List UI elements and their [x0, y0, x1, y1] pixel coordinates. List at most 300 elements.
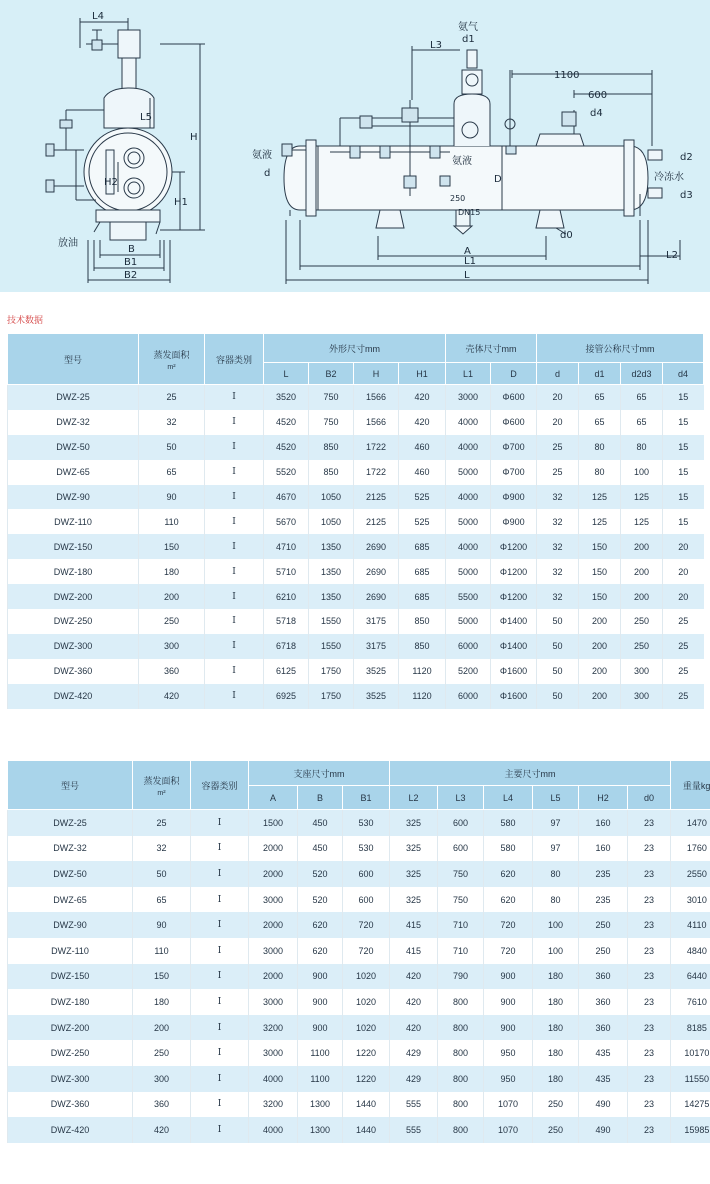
table-cell: 3000 — [249, 1040, 298, 1066]
table-cell: 23 — [628, 1092, 671, 1118]
table-cell: 180 — [533, 1015, 579, 1041]
table-cell: I — [205, 460, 264, 485]
table-cell: 420 — [390, 964, 438, 990]
header2-model: 型号 — [8, 761, 133, 810]
table-cell: 1120 — [399, 684, 446, 709]
table-cell: 580 — [484, 836, 533, 862]
table-row — [8, 659, 704, 684]
table-cell: 900 — [484, 964, 533, 990]
table-cell: 250 — [533, 1092, 579, 1118]
model-cell: DWZ-360 — [8, 1092, 133, 1118]
table-cell: 11550 — [671, 1066, 710, 1092]
table-cell: 50 — [139, 435, 205, 460]
label-D: D — [494, 174, 502, 185]
table-cell: 15 — [663, 410, 704, 435]
table-cell: 25 — [537, 460, 579, 485]
table-cell: 4670 — [264, 485, 309, 510]
table-cell: 1070 — [484, 1092, 533, 1118]
subheader-cell: d0 — [628, 786, 671, 810]
table-cell: 1020 — [343, 989, 390, 1015]
table-cell: I — [205, 609, 264, 634]
table-cell: 4710 — [264, 534, 309, 559]
table-cell: 3200 — [249, 1092, 298, 1118]
table-cell: 15 — [663, 385, 704, 410]
table-cell: 32 — [537, 509, 579, 534]
table-cell: 23 — [628, 964, 671, 990]
table-cell: 50 — [537, 609, 579, 634]
table-cell: 850 — [399, 634, 446, 659]
table-cell: 555 — [390, 1092, 438, 1118]
table-cell: 360 — [579, 964, 628, 990]
table-cell: 420 — [390, 1015, 438, 1041]
subheader-cell: L — [264, 363, 309, 385]
table-cell: 720 — [343, 912, 390, 938]
table-cell: 23 — [628, 887, 671, 913]
model-cell: DWZ-180 — [8, 559, 139, 584]
table-cell: I — [191, 938, 249, 964]
header2-support: 支座尺寸mm — [249, 761, 390, 786]
table-cell: 6125 — [264, 659, 309, 684]
table-cell: 450 — [298, 836, 343, 862]
table-cell: 520 — [298, 887, 343, 913]
table-cell: 14275 — [671, 1092, 710, 1118]
model-cell: DWZ-150 — [8, 964, 133, 990]
table-cell: I — [191, 1015, 249, 1041]
label-L2: L2 — [666, 250, 678, 261]
table-cell: 5000 — [446, 559, 491, 584]
subheader-cell: L3 — [438, 786, 484, 810]
table-row — [8, 912, 710, 938]
header-class: 容器类别 — [205, 334, 264, 385]
table-cell: 250 — [621, 609, 663, 634]
table-row — [8, 938, 710, 964]
table-cell: 5200 — [446, 659, 491, 684]
header-model: 型号 — [8, 334, 139, 385]
table-row — [8, 584, 704, 609]
table-cell: 3520 — [264, 385, 309, 410]
model-cell: DWZ-360 — [8, 659, 139, 684]
table-cell: 1550 — [309, 634, 354, 659]
table-cell: I — [191, 836, 249, 862]
table-cell: 150 — [579, 559, 621, 584]
table-cell: 235 — [579, 887, 628, 913]
drawing-svg — [0, 0, 710, 292]
header-area-unit: m² — [167, 363, 176, 371]
table-cell: 3000 — [446, 385, 491, 410]
table-cell: 90 — [139, 485, 205, 510]
table-cell: 1100 — [298, 1040, 343, 1066]
subheader-cell: A — [249, 786, 298, 810]
table-cell: 3525 — [354, 684, 399, 709]
table-cell: 620 — [484, 887, 533, 913]
label-H: H — [190, 132, 198, 143]
table-cell: 200 — [579, 609, 621, 634]
table-cell: 65 — [579, 410, 621, 435]
table-cell: 1470 — [671, 810, 710, 836]
table-cell: 1220 — [343, 1066, 390, 1092]
table-cell: Φ1600 — [491, 659, 537, 684]
table-cell: 4000 — [446, 410, 491, 435]
table-cell: 250 — [139, 609, 205, 634]
table-cell: 620 — [298, 912, 343, 938]
table-cell: 490 — [579, 1117, 628, 1143]
table-cell: 1440 — [343, 1092, 390, 1118]
table-cell: 460 — [399, 435, 446, 460]
table-cell: 720 — [484, 912, 533, 938]
subheader-cell: L2 — [390, 786, 438, 810]
model-cell: DWZ-420 — [8, 1117, 133, 1143]
table-cell: 20 — [663, 559, 704, 584]
table-cell: Φ900 — [491, 485, 537, 510]
table-cell: 800 — [438, 1066, 484, 1092]
table-cell: 23 — [628, 938, 671, 964]
header2-area-label: 蒸发面积 — [143, 775, 180, 786]
table-cell: 160 — [579, 810, 628, 836]
table-cell: 180 — [533, 964, 579, 990]
table-cell: 800 — [438, 1092, 484, 1118]
table-cell: 710 — [438, 912, 484, 938]
header-outline: 外形尺寸mm — [264, 334, 446, 363]
subheader-cell: D — [491, 363, 537, 385]
table-row — [8, 836, 710, 862]
table-cell: 200 — [621, 559, 663, 584]
model-cell: DWZ-250 — [8, 1040, 133, 1066]
table-cell: Φ1200 — [491, 559, 537, 584]
table-cell: 2000 — [249, 861, 298, 887]
table-cell: 65 — [621, 410, 663, 435]
header-area — [139, 334, 205, 385]
table-cell: 100 — [621, 460, 663, 485]
table-row — [8, 1117, 710, 1143]
table-cell: 5670 — [264, 509, 309, 534]
label-drain: 放油 — [58, 238, 78, 249]
table-row — [8, 989, 710, 1015]
table-cell: 520 — [298, 861, 343, 887]
table-cell: 525 — [399, 485, 446, 510]
table-row — [8, 509, 704, 534]
model-cell: DWZ-90 — [8, 485, 139, 510]
table-cell: 3200 — [249, 1015, 298, 1041]
spec-table-1 — [7, 333, 704, 709]
table-cell: 80 — [533, 861, 579, 887]
table-row — [8, 1015, 710, 1041]
label-chilled-water: 冷冻水 — [654, 172, 684, 183]
table-cell: 23 — [628, 1015, 671, 1041]
table-cell: 3010 — [671, 887, 710, 913]
label-d0: d0 — [560, 230, 573, 241]
table-cell: 32 — [139, 410, 205, 435]
table-cell: 23 — [628, 836, 671, 862]
table-cell: 490 — [579, 1092, 628, 1118]
table-cell: 7610 — [671, 989, 710, 1015]
table-cell: 4520 — [264, 435, 309, 460]
table-cell: 1550 — [309, 609, 354, 634]
header-area-label: 蒸发面积 — [153, 349, 190, 360]
table-cell: 32 — [537, 559, 579, 584]
label-1100: 1100 — [554, 70, 580, 81]
label-ammonia-liquid: 氨液 — [252, 150, 272, 161]
table-cell: 600 — [438, 810, 484, 836]
table-cell: 750 — [309, 385, 354, 410]
table-cell: 32 — [133, 836, 191, 862]
table-cell: 1722 — [354, 435, 399, 460]
table-cell: 710 — [438, 938, 484, 964]
table-cell: 32 — [537, 584, 579, 609]
table-cell: 180 — [533, 1040, 579, 1066]
model-cell: DWZ-110 — [8, 938, 133, 964]
table-cell: 685 — [399, 584, 446, 609]
table1-body — [8, 385, 704, 709]
table-row — [8, 1092, 710, 1118]
table-cell: 23 — [628, 989, 671, 1015]
table-cell: 450 — [298, 810, 343, 836]
model-cell: DWZ-50 — [8, 861, 133, 887]
table-cell: 2690 — [354, 559, 399, 584]
table-row — [8, 861, 710, 887]
section-title: 技术数据 — [7, 316, 44, 326]
table-cell: I — [191, 810, 249, 836]
label-B1: B1 — [124, 257, 138, 268]
table-cell: 1566 — [354, 385, 399, 410]
table-cell: 97 — [533, 810, 579, 836]
subheader-cell: L5 — [533, 786, 579, 810]
table-cell: 150 — [133, 964, 191, 990]
table-cell: 15 — [663, 485, 704, 510]
table-cell: I — [205, 410, 264, 435]
table-cell: Φ1400 — [491, 609, 537, 634]
table-cell: 125 — [621, 509, 663, 534]
table-cell: 23 — [628, 810, 671, 836]
table-cell: 420 — [390, 989, 438, 1015]
table-cell: 950 — [484, 1066, 533, 1092]
table-cell: 25 — [663, 684, 704, 709]
model-cell: DWZ-32 — [8, 836, 133, 862]
subheader-cell: B — [298, 786, 343, 810]
table-cell: 15985 — [671, 1117, 710, 1143]
table-cell: 900 — [298, 989, 343, 1015]
table-cell: 180 — [533, 1066, 579, 1092]
table-cell: 20 — [537, 410, 579, 435]
subheader-cell: H — [354, 363, 399, 385]
table-cell: 4110 — [671, 912, 710, 938]
table-cell: 300 — [621, 684, 663, 709]
table-cell: 325 — [390, 836, 438, 862]
table-cell: 2125 — [354, 509, 399, 534]
model-cell: DWZ-300 — [8, 634, 139, 659]
table-cell: 300 — [621, 659, 663, 684]
table-cell: 900 — [484, 989, 533, 1015]
table-cell: 25 — [537, 435, 579, 460]
table-cell: 1750 — [309, 684, 354, 709]
label-L4: L4 — [92, 11, 104, 22]
table-cell: 4840 — [671, 938, 710, 964]
label-L: L — [464, 270, 470, 281]
table-cell: 360 — [579, 989, 628, 1015]
table-cell: 415 — [390, 912, 438, 938]
label-L1: L1 — [464, 256, 476, 267]
table-cell: 429 — [390, 1040, 438, 1066]
table-cell: 50 — [537, 684, 579, 709]
table-cell: 4000 — [249, 1066, 298, 1092]
table-row — [8, 534, 704, 559]
label-ammonia-gas: 氨气 — [458, 22, 478, 33]
table-cell: 25 — [139, 385, 205, 410]
table-cell: 950 — [484, 1040, 533, 1066]
table-row — [8, 964, 710, 990]
header2-area — [133, 761, 191, 810]
table-cell: 1350 — [309, 559, 354, 584]
table-cell: I — [205, 559, 264, 584]
table-row — [8, 609, 704, 634]
table-cell: 2000 — [249, 836, 298, 862]
table-cell: 4000 — [446, 485, 491, 510]
table-cell: 250 — [133, 1040, 191, 1066]
model-cell: DWZ-65 — [8, 887, 133, 913]
table-cell: 555 — [390, 1117, 438, 1143]
table-cell: 50 — [133, 861, 191, 887]
model-cell: DWZ-200 — [8, 1015, 133, 1041]
table-cell: 850 — [309, 460, 354, 485]
table-cell: 32 — [537, 534, 579, 559]
table-cell: 6210 — [264, 584, 309, 609]
label-B2: B2 — [124, 270, 138, 281]
label-DN15: DN15 — [458, 208, 481, 217]
label-250: 250 — [450, 194, 466, 203]
table-cell: 15 — [663, 460, 704, 485]
table-cell: 1350 — [309, 584, 354, 609]
table-cell: 685 — [399, 559, 446, 584]
table-cell: Φ1600 — [491, 684, 537, 709]
table-cell: 435 — [579, 1040, 628, 1066]
table-cell: 90 — [133, 912, 191, 938]
table-cell: Φ900 — [491, 509, 537, 534]
subheader-cell: d2d3 — [621, 363, 663, 385]
table-cell: 420 — [139, 684, 205, 709]
table-cell: 4000 — [446, 435, 491, 460]
label-B: B — [128, 244, 135, 255]
table-cell: 5710 — [264, 559, 309, 584]
table-cell: Φ1200 — [491, 534, 537, 559]
table-cell: I — [191, 964, 249, 990]
table-cell: 125 — [621, 485, 663, 510]
table-cell: Φ700 — [491, 460, 537, 485]
table-cell: 720 — [484, 938, 533, 964]
table-cell: 2000 — [249, 964, 298, 990]
model-cell: DWZ-250 — [8, 609, 139, 634]
header-nozzle: 接管公称尺寸mm — [537, 334, 704, 363]
table-cell: 600 — [343, 861, 390, 887]
table-cell: 200 — [139, 584, 205, 609]
table-cell: 530 — [343, 810, 390, 836]
table-row — [8, 810, 710, 836]
shell-end-view — [84, 128, 172, 216]
table-cell: 685 — [399, 534, 446, 559]
table-cell: 150 — [579, 534, 621, 559]
table-cell: 3000 — [249, 887, 298, 913]
table-cell: 180 — [133, 989, 191, 1015]
table-cell: 8185 — [671, 1015, 710, 1041]
table-cell: 32 — [537, 485, 579, 510]
table-cell: 65 — [621, 385, 663, 410]
table-cell: 360 — [139, 659, 205, 684]
subheader-cell: L4 — [484, 786, 533, 810]
table-row — [8, 385, 704, 410]
table-cell: 850 — [399, 609, 446, 634]
table-cell: 250 — [579, 938, 628, 964]
table-cell: 160 — [579, 836, 628, 862]
table-cell: 300 — [133, 1066, 191, 1092]
table-row — [8, 1066, 710, 1092]
table-cell: 6000 — [446, 684, 491, 709]
table-cell: 50 — [537, 659, 579, 684]
table-cell: 23 — [628, 1040, 671, 1066]
table-cell: 1100 — [298, 1066, 343, 1092]
table-cell: 1350 — [309, 534, 354, 559]
table-cell: 3000 — [249, 989, 298, 1015]
table-cell: I — [205, 659, 264, 684]
table-cell: 800 — [438, 1040, 484, 1066]
table-cell: 65 — [139, 460, 205, 485]
table-cell: 25 — [663, 634, 704, 659]
table-cell: 580 — [484, 810, 533, 836]
table-cell: 25 — [663, 659, 704, 684]
table-cell: 790 — [438, 964, 484, 990]
table-cell: 180 — [533, 989, 579, 1015]
table-cell: 4000 — [446, 534, 491, 559]
table-cell: 200 — [621, 534, 663, 559]
table-cell: 2000 — [249, 912, 298, 938]
table-cell: 800 — [438, 1015, 484, 1041]
table-cell: 360 — [579, 1015, 628, 1041]
table-cell: I — [205, 534, 264, 559]
table-row — [8, 634, 704, 659]
table-cell: Φ1200 — [491, 584, 537, 609]
table-cell: 1020 — [343, 964, 390, 990]
table-cell: 80 — [621, 435, 663, 460]
table-cell: 180 — [139, 559, 205, 584]
subheader-cell: d — [537, 363, 579, 385]
model-cell: DWZ-110 — [8, 509, 139, 534]
table-row — [8, 1040, 710, 1066]
model-cell: DWZ-150 — [8, 534, 139, 559]
model-cell: DWZ-65 — [8, 460, 139, 485]
table-cell: 620 — [298, 938, 343, 964]
header2-class: 容器类别 — [191, 761, 249, 810]
table-cell: 97 — [533, 836, 579, 862]
table-cell: 415 — [390, 938, 438, 964]
table-cell: 25 — [133, 810, 191, 836]
table-row — [8, 559, 704, 584]
label-L5: L5 — [140, 112, 152, 123]
table-cell: 10170 — [671, 1040, 710, 1066]
model-cell: DWZ-25 — [8, 810, 133, 836]
table-cell: 800 — [438, 1117, 484, 1143]
table-cell: 6718 — [264, 634, 309, 659]
table-cell: Φ1400 — [491, 634, 537, 659]
table-cell: 429 — [390, 1066, 438, 1092]
table-cell: 20 — [537, 385, 579, 410]
table-row — [8, 684, 704, 709]
subheader-cell: L1 — [446, 363, 491, 385]
table-cell: 1050 — [309, 509, 354, 534]
table-cell: 750 — [438, 861, 484, 887]
table-cell: 15 — [663, 435, 704, 460]
label-600: 600 — [588, 90, 608, 101]
label-d1: d1 — [462, 34, 475, 45]
table-cell: 5000 — [446, 609, 491, 634]
table-cell: 750 — [309, 410, 354, 435]
model-cell: DWZ-420 — [8, 684, 139, 709]
